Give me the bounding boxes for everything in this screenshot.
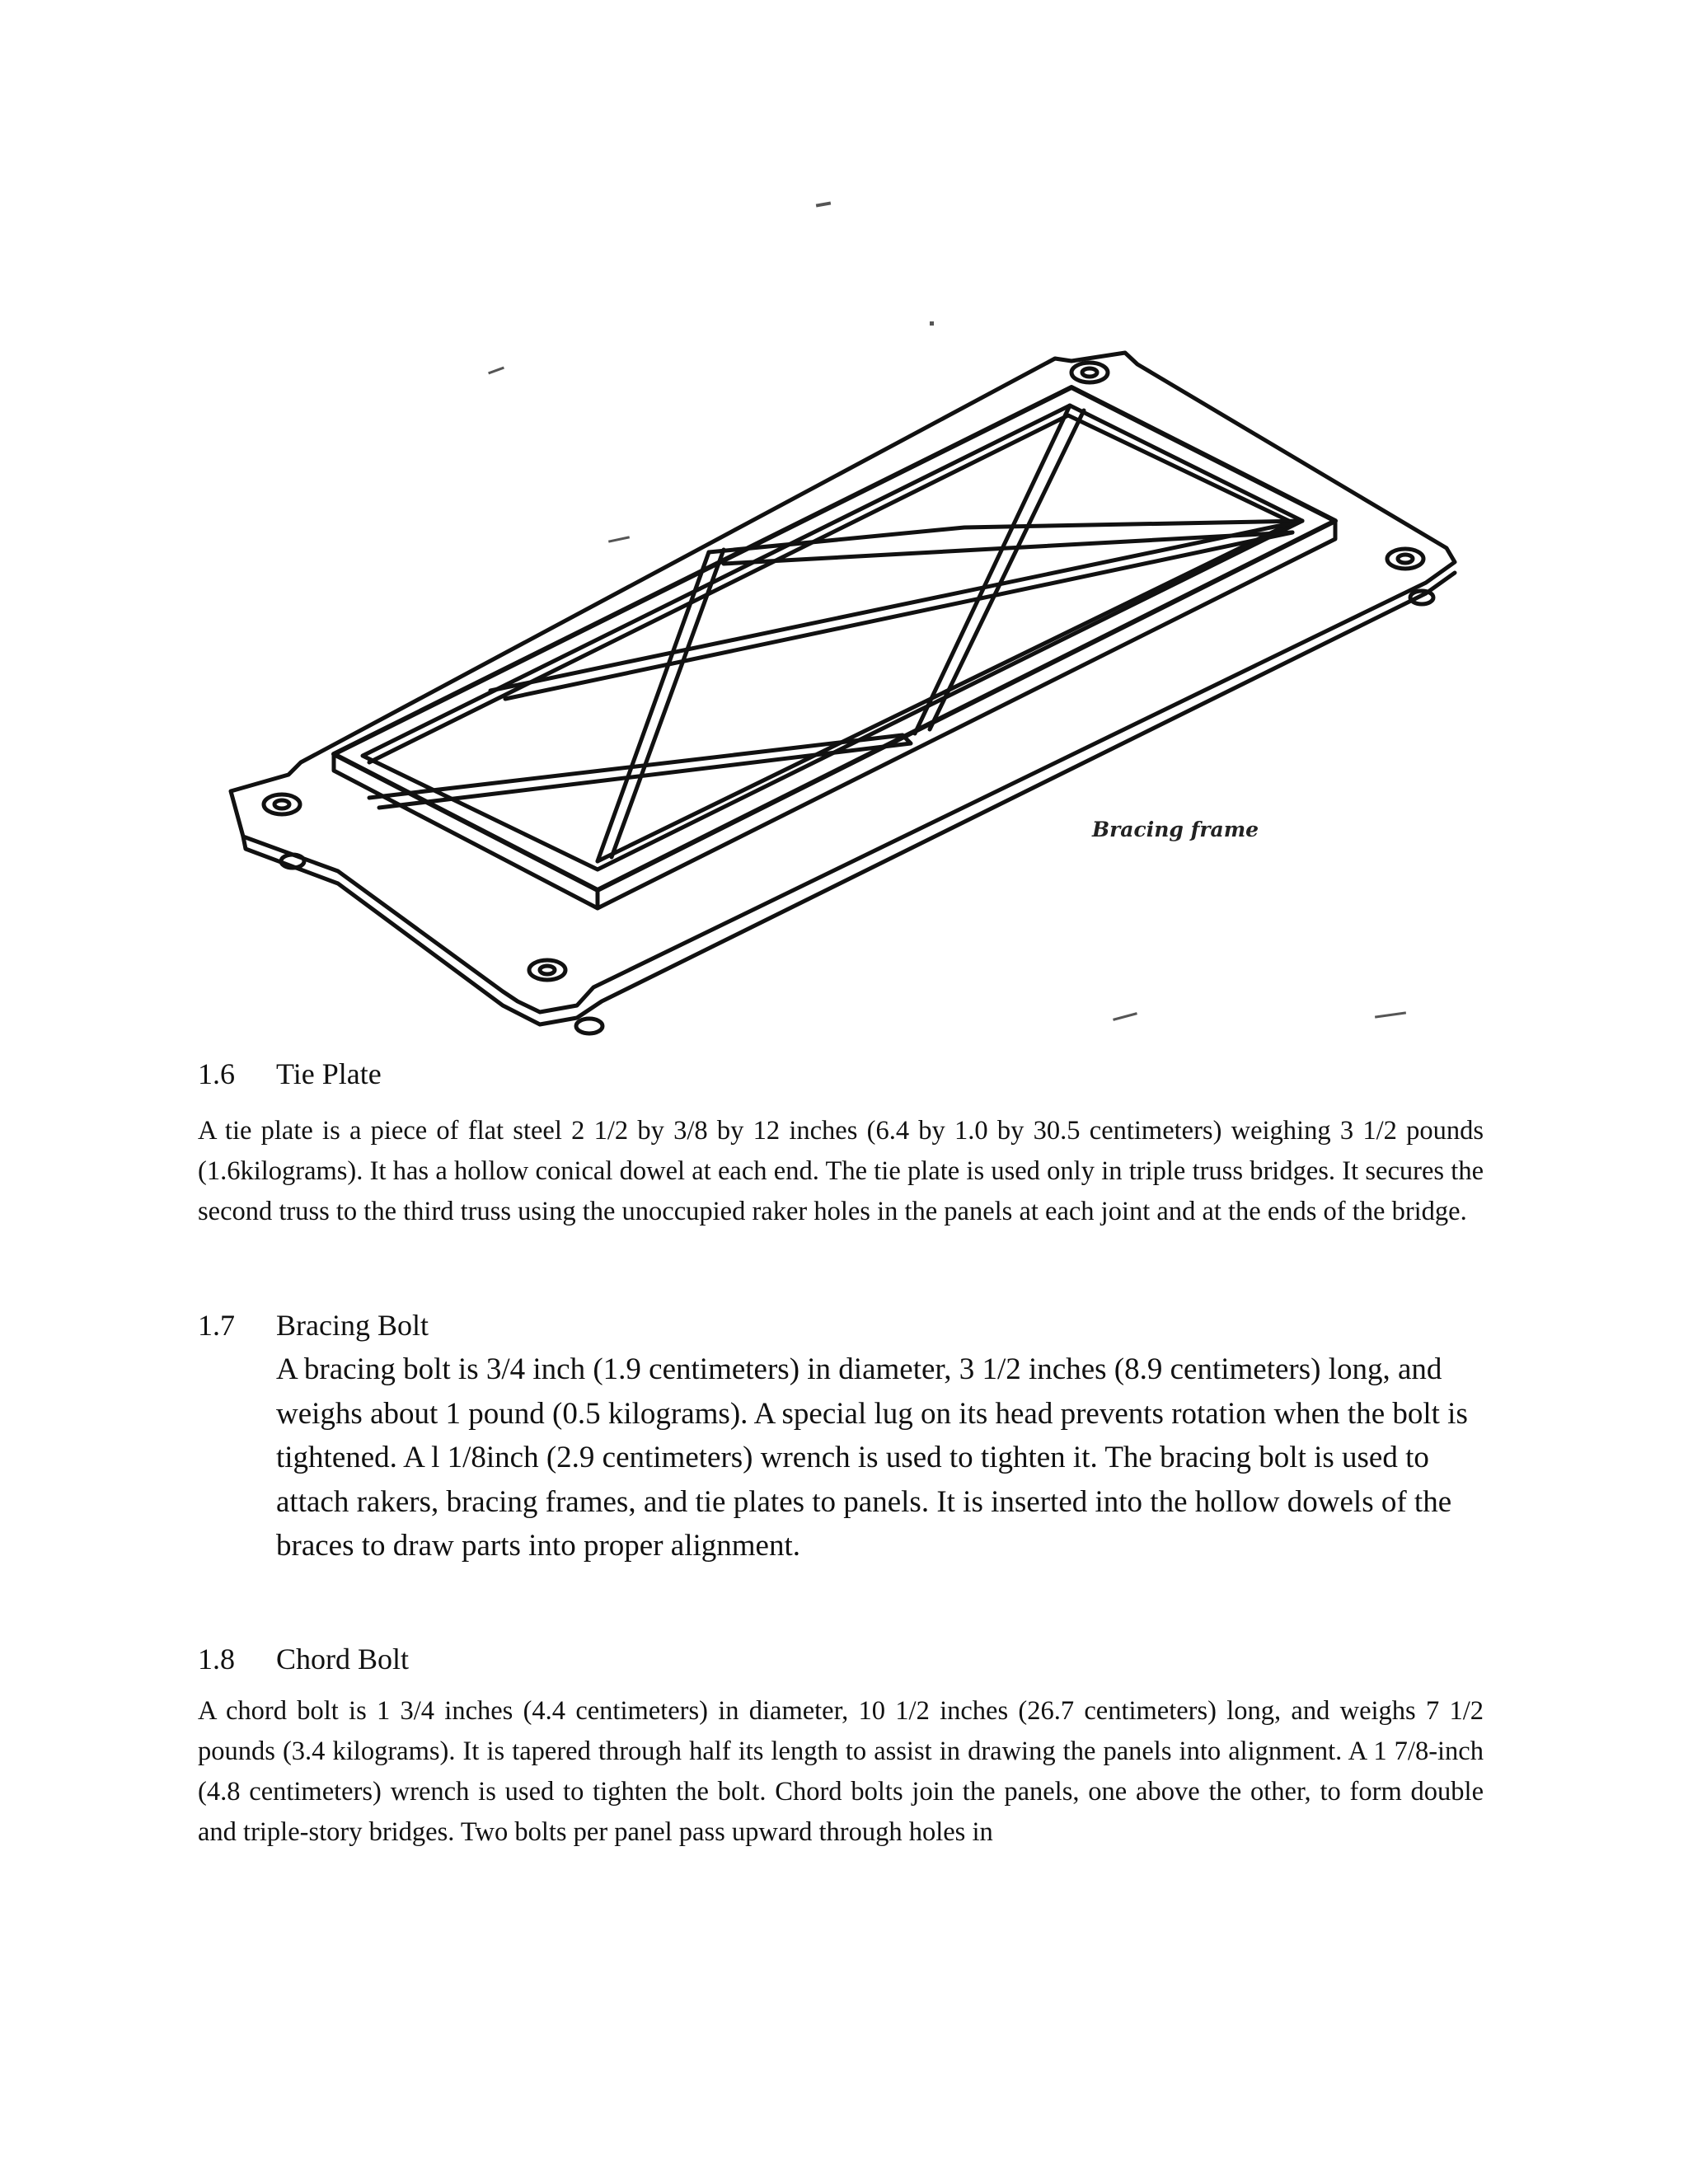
section-title: Tie Plate <box>276 1057 382 1090</box>
bracing-frame-icon <box>223 346 1475 1038</box>
section-paragraph: A tie plate is a piece of flat steel 2 1/2 by 3/8 by 12 inches (6.4 by 1.0 by 30.5 centimeters) weighing 3 1/2 pounds (1.6kilograms). It has a hollow conical dowel at each end. The tie plate is used only in triple truss bridges. It secures the second truss to the third truss using the unoccupied raker holes in the panels at each joint and at the ends of the bridge. <box>198 1116 1484 1226</box>
section-number: 1.6 <box>198 1057 235 1090</box>
bracing-frame-figure <box>223 346 1475 1038</box>
section-bracing-bolt <box>198 1308 1484 1568</box>
section-heading <box>198 1057 1484 1091</box>
section-heading <box>198 1308 1484 1343</box>
section-number: 1.8 <box>198 1643 235 1675</box>
figure-caption: Bracing frame <box>1092 818 1259 841</box>
section-title: Chord Bolt <box>276 1643 410 1675</box>
section-heading <box>198 1642 1484 1676</box>
section-tie-plate <box>198 1057 1484 1232</box>
section-chord-bolt <box>198 1642 1484 1853</box>
section-paragraph: A chord bolt is 1 3/4 inches (4.4 centimeters) in diameter, 10 1/2 inches (26.7 centimeters) long, and weighs 7 1/2 pounds (3.4 kilograms). It is tapered through half its length to assist in drawing the panels into alignment. A 1 7/8-inch (4.8 centimeters) wrench is used to tighten the bolt. Chord bolts join the panels, one above the other, to form double and triple-story bridges. Two bolts per panel pass upward through holes in <box>198 1696 1484 1847</box>
scan-speck <box>816 201 831 207</box>
section-paragraph: A bracing bolt is 3/4 inch (1.9 centimeters) in diameter, 3 1/2 inches (8.9 centimeters) long, and weighs about 1 pound (0.5 kilograms). A special lug on its head prevents rotation when the bolt is tightened. A l 1/8inch (2.9 centimeters) wrench is used to tighten it. The bracing bolt is used to attach rakers, bracing frames, and tie plates to panels. It is inserted into the hollow dowels of the braces to draw parts into proper alignment. <box>276 1352 1468 1563</box>
scan-speck <box>930 321 934 326</box>
section-title: Bracing Bolt <box>276 1309 429 1342</box>
section-number: 1.7 <box>198 1309 235 1342</box>
